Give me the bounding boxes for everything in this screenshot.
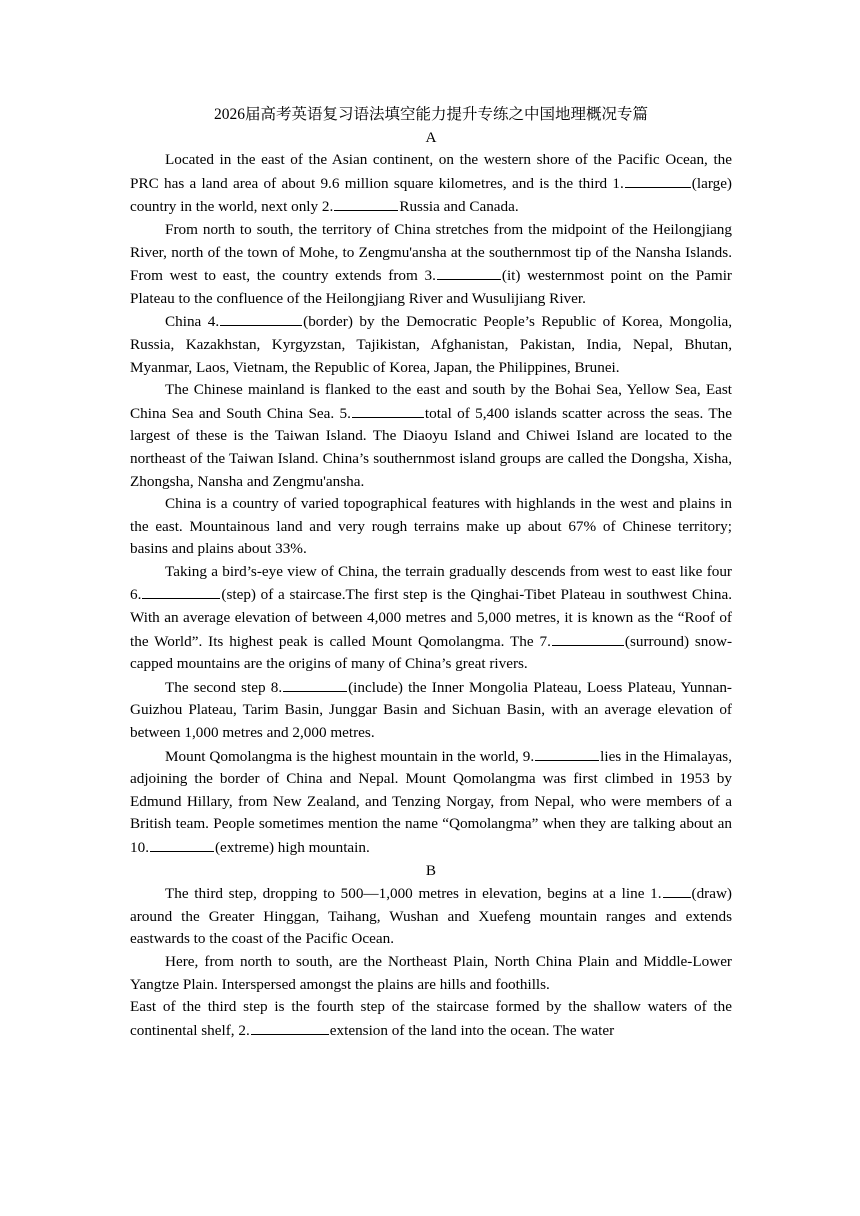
question-number: 1. [650,885,662,903]
question-number: 5. [339,404,351,422]
paragraph-b1: The third step, dropping to 500—1,000 metres in elevation, begins at a line 1. (draw) around the Greater Hinggan, Taihang, Wushan and Xuefeng mountain ranges and extends eastwards to the coast of the Pacific Ocean. [130,882,732,951]
paragraph-a3: China 4. (border) by the Democratic People’s Republic of Korea, Mongolia, Russia, Kazakhstan, Kyrgyzstan, Tajikistan, Afghanistan, Pakistan, India, Nepal, Bhutan, Myanmar, Laos, Vietnam, the Republic of Korea, Japan, the Philippines, Brunei. [130,310,732,379]
paragraph-a5: China is a country of varied topographical features with highlands in the west and plains in the east. Mountainous land and very rough terrains make up about 67% of Chinese territory; basins and plains about 33%. [130,495,732,558]
answer-blank[interactable] [150,836,214,852]
question-number: 1. [612,174,624,192]
answer-blank[interactable] [352,402,424,418]
page-title: 2026届高考英语复习语法填空能力提升专练之中国地理概况专篇 [213,106,648,123]
paragraph-a6: Taking a bird’s-eye view of China, the terrain gradually descends from west to east like four 6. (step) of a staircase.The first step is the Qinghai-Tibet Plateau in southwest China. With an average elevation of between 4,000 metres and 5,000 metres, it is known as the “Roof of the World”. Its highest peak is called Mount Qomolangma. The 7. (surround) snow-capped mountains are the origins of many of China’s great rivers. [130,562,733,673]
question-number: 9. [522,747,535,765]
paragraph-a1: Located in the east of the Asian continent, on the western shore of the Pacific Ocean, the PRC has a land area of about 9.6 million square kilometres, and is the third 1. (large) country in the world, next only 2. Russia and Canada. [130,151,732,216]
paragraph-a7: The second step 8. (include) the Inner Mongolia Plateau, Loess Plateau, Yunnan-Guizhou Plateau, Tarim Basin, Junggar Basin and Sichuan Basin, with an average elevation of between 1,000 metres and 2,000 metres. [130,676,732,745]
section-label-a: A [425,128,437,146]
question-number: 3. [424,267,436,285]
answer-blank[interactable] [663,882,691,898]
paragraph-b2: Here, from north to south, are the Northeast Plain, North China Plain and Middle-Lower Yangtze Plain. Interspersed amongst the plains are hills and foothills. [130,952,732,993]
document-page [130,104,732,1042]
paragraph-a2: From north to south, the territory of China stretches from the midpoint of the Heilongjiang River, north of the town of Mohe, to Zengmu'ansha at the southernmost tip of the Nansha Islands. From west to east, the country extends from 3. (it) westernmost point on the Pamir Plateau to the confluence of the Heilongjiang River and Wusulijiang River. [130,220,732,307]
answer-blank[interactable] [251,1019,329,1035]
answer-blank[interactable] [552,630,624,646]
question-number: 10. [130,839,149,856]
answer-blank[interactable] [220,310,302,326]
question-number: 2. [238,1021,250,1039]
paragraph-a4: The Chinese mainland is flanked to the east and south by the Bohai Sea, Yellow Sea, East China Sea and South China Sea. 5. total of 5,400 islands scatter across the seas. The largest of these is the Taiwan Island. The Diaoyu Island and Chiwei Island are located to the northeast of the Taiwan Island. China’s southernmost island groups are called the Dongsha, Xisha, Zhongsha, Nansha and Zengmu'ansha. [130,381,732,490]
question-number: 2. [321,198,334,216]
question-number: 8. [270,678,283,696]
answer-blank[interactable] [283,676,347,692]
answer-blank[interactable] [437,264,501,280]
answer-blank[interactable] [334,195,398,211]
answer-blank[interactable] [142,583,220,599]
paragraph-b3: East of the third step is the fourth step of the staircase formed by the shallow waters of the continental shelf, 2. extension of the land into the ocean. The water [130,998,732,1039]
answer-blank[interactable] [535,745,599,761]
question-number: 4. [207,313,220,331]
question-number: 6. [130,586,142,604]
question-number: 7. [539,632,551,650]
answer-blank[interactable] [625,172,691,188]
paragraph-a8: Mount Qomolangma is the highest mountain in the world, 9. lies in the Himalayas, adjoining the border of China and Nepal. Mount Qomolangma was first climbed in 1953 by Edmund Hillary, from New Zealand, and Tenzing Norgay, from Nepal, who were members of a British team. People sometimes mention the name “Qomolangma” when they are talking about an 10. (extreme) high mountain. [130,745,732,860]
section-label-b: B [425,861,437,879]
